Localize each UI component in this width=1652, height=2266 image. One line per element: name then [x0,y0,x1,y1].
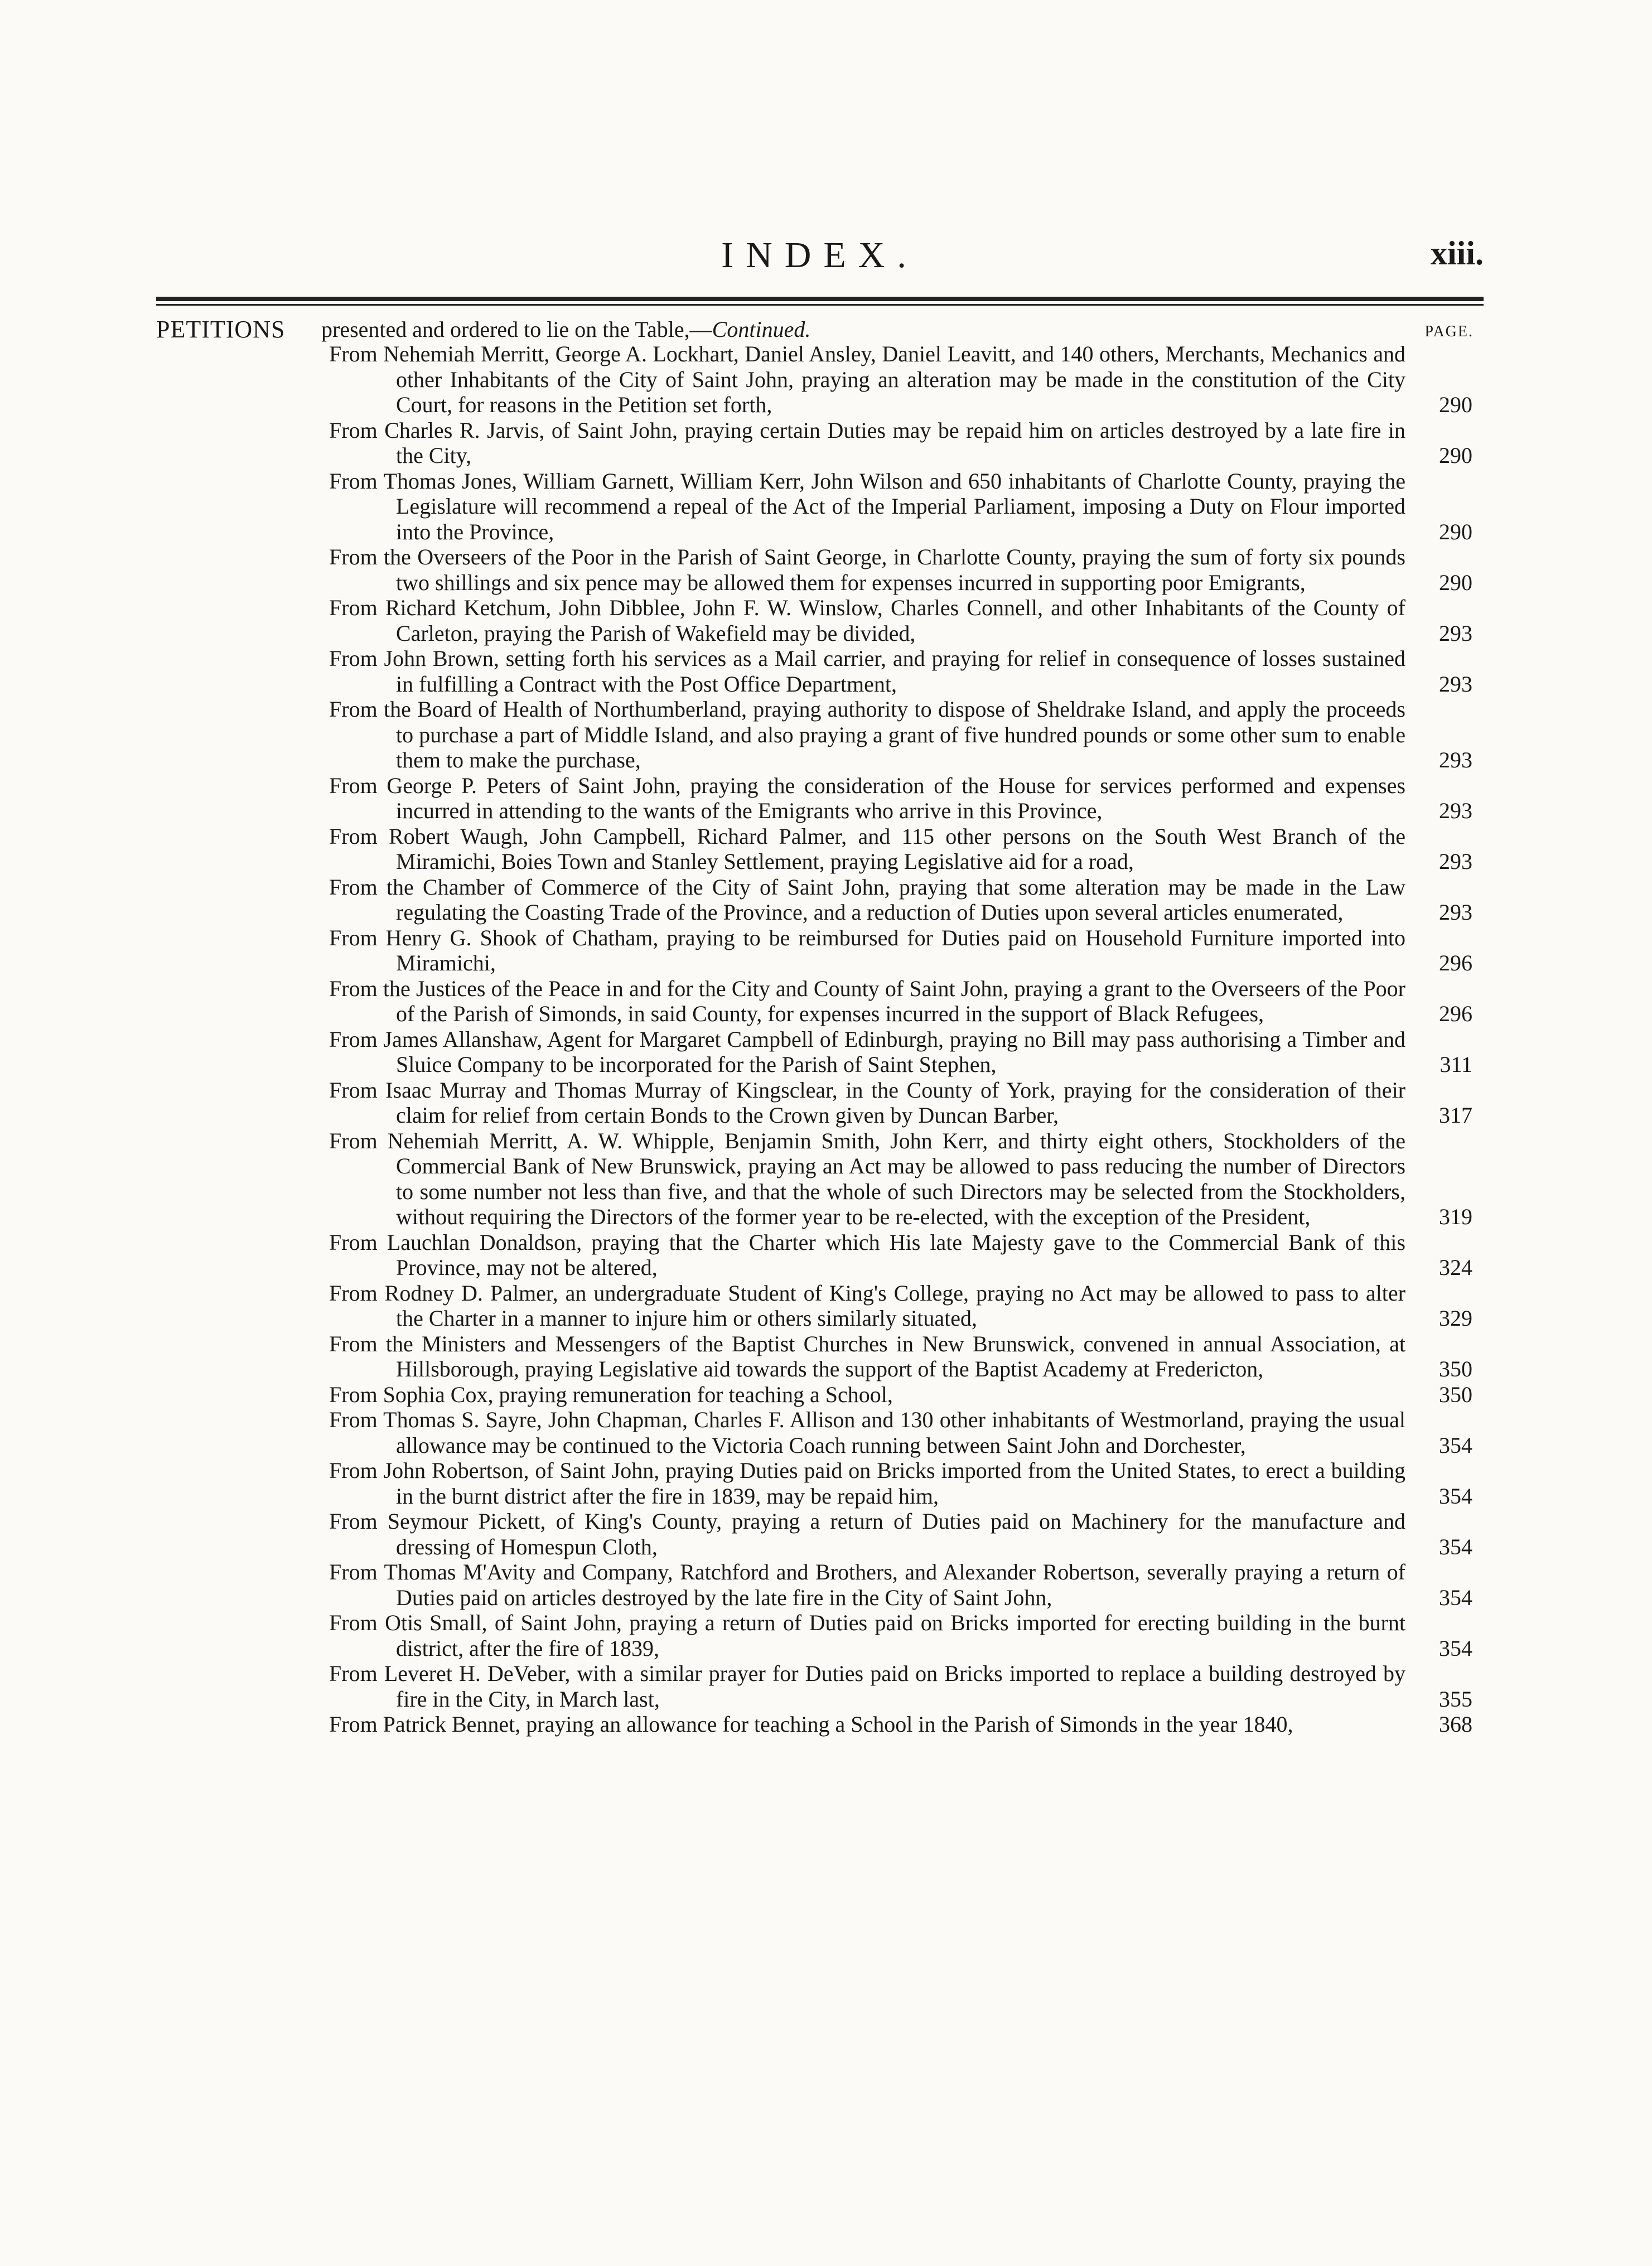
petition-entry [156,824,1484,874]
section-text: presented and ordered to lie on the Table,— [321,317,712,342]
petition-entry [156,341,1484,418]
petition-entry [156,976,1484,1027]
petition-text: From Thomas Jones, William Garnett, William Kerr, John Wilson and 650 inhabitants of Charlotte County, praying the Legislature will recommend a repeal of the Act of the Imperial Parliament, imposing a Duty on Flour imported into the Province, [329,468,1405,544]
petition-text: From Robert Waugh, John Campbell, Richard Palmer, and 115 other persons on the South West Branch of the Miramichi, Boies Town and Stanley Settlement, praying Legislative aid for a road, [329,823,1405,874]
petition-page-number: 293 [1439,620,1472,646]
petition-page-number: 355 [1439,1686,1472,1712]
petition-page-number: 350 [1439,1381,1472,1407]
petition-entry [156,418,1484,468]
petition-entry [156,595,1484,646]
header-rule-thick [156,297,1484,301]
petition-entry [156,874,1484,925]
petition-entry [156,646,1484,697]
petition-page-number: 354 [1439,1584,1472,1610]
petition-entry [156,1661,1484,1712]
petition-page-number: 324 [1439,1255,1472,1280]
petition-page-number: 293 [1439,747,1472,772]
petition-text: From Patrick Bennet, praying an allowance for teaching a School in the Parish of Simonds in the year 1840, [329,1712,1293,1737]
petition-page-number: 296 [1439,950,1472,975]
petition-entry [156,1509,1484,1559]
petition-entry [156,1078,1484,1128]
petition-text: From George P. Peters of Saint John, praying the consideration of the House for services performed and expenses incurred in attending to the wants of the Emigrants who arrive in this Province, [329,772,1405,823]
petition-page-number: 368 [1439,1712,1472,1737]
petition-entry [156,697,1484,773]
petition-text: From Sophia Cox, praying remuneration for teaching a School, [329,1381,893,1407]
petition-page-number: 290 [1439,443,1472,468]
petition-entry [156,1458,1484,1509]
petition-page-number: 350 [1439,1356,1472,1381]
petition-page-number: 319 [1439,1204,1472,1229]
petition-entry [156,1382,1484,1408]
petition-page-number: 293 [1439,798,1472,823]
petition-page-number: 354 [1439,1483,1472,1509]
petition-text: From the Justices of the Peace in and for the City and County of Saint John, praying a grant to the Overseers of the Poor of the Parish of Simonds, in said County, for expenses incurred in the support of Black Refugees, [329,975,1405,1026]
petition-page-number: 311 [1440,1052,1472,1077]
petition-page-number: 317 [1439,1103,1472,1128]
petition-text: From James Allanshaw, Agent for Margaret Campbell of Edinburgh, praying no Bill may pass authorising a Timber and Sluice Company to be incorporated for the Parish of Saint Stephen, [329,1026,1405,1077]
petition-text: From the Chamber of Commerce of the City of Saint John, praying that some alteration may be made in the Law regulating the Coasting Trade of the Province, and a reduction of Duties upon several articles enumerated, [329,874,1405,925]
petition-entry [156,1407,1484,1458]
petition-page-number: 354 [1439,1534,1472,1559]
petition-text: From John Brown, setting forth his services as a Mail carrier, and praying for relief in consequence of losses sustained in fulfilling a Contract with the Post Office Department, [329,646,1405,697]
petition-text: From Nehemiah Merritt, A. W. Whipple, Benjamin Smith, John Kerr, and thirty eight others, Stockholders of the Commercial Bank of New Brunswick, praying an Act may be allowed to pass reducing the number of Directors to some number not less than five, and that the whole of such Directors may be selected from the Stockholders, without requiring the Directors of the former year to be re-elected, with the exception of the President, [329,1128,1405,1229]
petition-text: From Rodney D. Palmer, an undergraduate Student of King's College, praying no Act may be allowed to pass to alter the Charter in a manner to injure him or others similarly situated, [329,1280,1405,1331]
petition-entry [156,1230,1484,1281]
page-number: xiii. [1430,235,1484,272]
petition-entry [156,1559,1484,1610]
page-title: INDEX. [721,235,919,276]
petition-text: From Thomas S. Sayre, John Chapman, Charles F. Allison and 130 other inhabitants of Westmorland, praying the usual allowance may be continued to the Victoria Coach running between Saint John and Dorchester, [329,1407,1405,1458]
petition-entry [156,468,1484,545]
petition-page-number: 290 [1439,569,1472,595]
petition-page-number: 290 [1439,519,1472,544]
petition-page-number: 290 [1439,392,1472,417]
petition-text: From Henry G. Shook of Chatham, praying to be reimbursed for Duties paid on Household Furniture imported into Miramichi, [329,925,1405,975]
petition-page-number: 354 [1439,1432,1472,1458]
petition-entry [156,773,1484,824]
petition-text: From Thomas M'Avity and Company, Ratchford and Brothers, and Alexander Robertson, severally praying a return of Duties paid on articles destroyed by the late fire in the City of Saint John, [329,1559,1405,1610]
petition-page-number: 293 [1439,849,1472,874]
section-continued: Continued. [712,317,811,342]
petition-list [156,341,1484,1737]
petition-text: From Seymour Pickett, of King's County, praying a return of Duties paid on Machinery for the manufacture and dressing of Homespun Cloth, [329,1509,1405,1559]
petition-text: From the Board of Health of Northumberland, praying authority to dispose of Sheldrake Island, and apply the proceeds to purchase a part of Middle Island, and also praying a grant of five hundred pounds or some other sum to enable them to make the purchase, [329,697,1405,772]
petition-text: From Leveret H. DeVeber, with a similar prayer for Duties paid on Bricks imported to replace a building destroyed by fire in the City, in March last, [329,1661,1405,1712]
petition-text: From Charles R. Jarvis, of Saint John, praying certain Duties may be repaid him on articles destroyed by a late fire in the City, [329,417,1405,468]
petition-page-number: 293 [1439,671,1472,697]
section-label: PETITIONS [156,316,286,343]
petition-text: From the Ministers and Messengers of the Baptist Churches in New Brunswick, convened in annual Association, at Hillsborough, praying Legislative aid towards the support of the Baptist Academy at Fredericton, [329,1331,1405,1381]
petition-text: From John Robertson, of Saint John, praying Duties paid on Bricks imported from the United States, to erect a building in the burnt district after the fire in 1839, may be repaid him, [329,1458,1405,1509]
petition-entry [156,1610,1484,1661]
petition-entry [156,544,1484,595]
petition-page-number: 329 [1439,1306,1472,1331]
petition-text: From the Overseers of the Poor in the Parish of Saint George, in Charlotte County, praying the sum of forty six pounds two shillings and six pence may be allowed them for expenses incurred in supporting poor Emigrants, [329,544,1405,595]
petition-entry [156,1331,1484,1382]
petition-entry [156,1128,1484,1230]
petition-page-number: 354 [1439,1635,1472,1661]
petition-text: From Isaac Murray and Thomas Murray of Kingsclear, in the County of York, praying for the consideration of their claim for relief from certain Bonds to the Crown given by Duncan Barber, [329,1077,1405,1128]
petition-text: From Otis Small, of Saint John, praying a return of Duties paid on Bricks imported for erecting building in the burnt district, after the fire of 1839, [329,1610,1405,1661]
petition-text: From Nehemiah Merritt, George A. Lockhart, Daniel Ansley, Daniel Leavitt, and 140 others, Merchants, Mechanics and other Inhabitants of the City of Saint John, praying an alteration may be made in the constitution of the City Court, for reasons in the Petition set forth, [329,341,1405,417]
header-rule-thin [156,304,1484,306]
petition-page-number: 293 [1439,900,1472,925]
petition-entry [156,925,1484,976]
petition-entry [156,1281,1484,1331]
section-description [321,316,810,342]
petition-entry [156,1027,1484,1078]
petition-page-number: 296 [1439,1001,1472,1026]
petition-text: From Lauchlan Donaldson, praying that the Charter which His late Majesty gave to the Commercial Bank of this Province, may not be altered, [329,1229,1405,1280]
page-column-label: PAGE. [1424,323,1474,340]
page-header [156,234,1484,296]
petition-entry [156,1712,1484,1737]
petition-text: From Richard Ketchum, John Dibblee, John F. W. Winslow, Charles Connell, and other Inhabitants of the County of Carleton, praying the Parish of Wakefield may be divided, [329,595,1405,646]
